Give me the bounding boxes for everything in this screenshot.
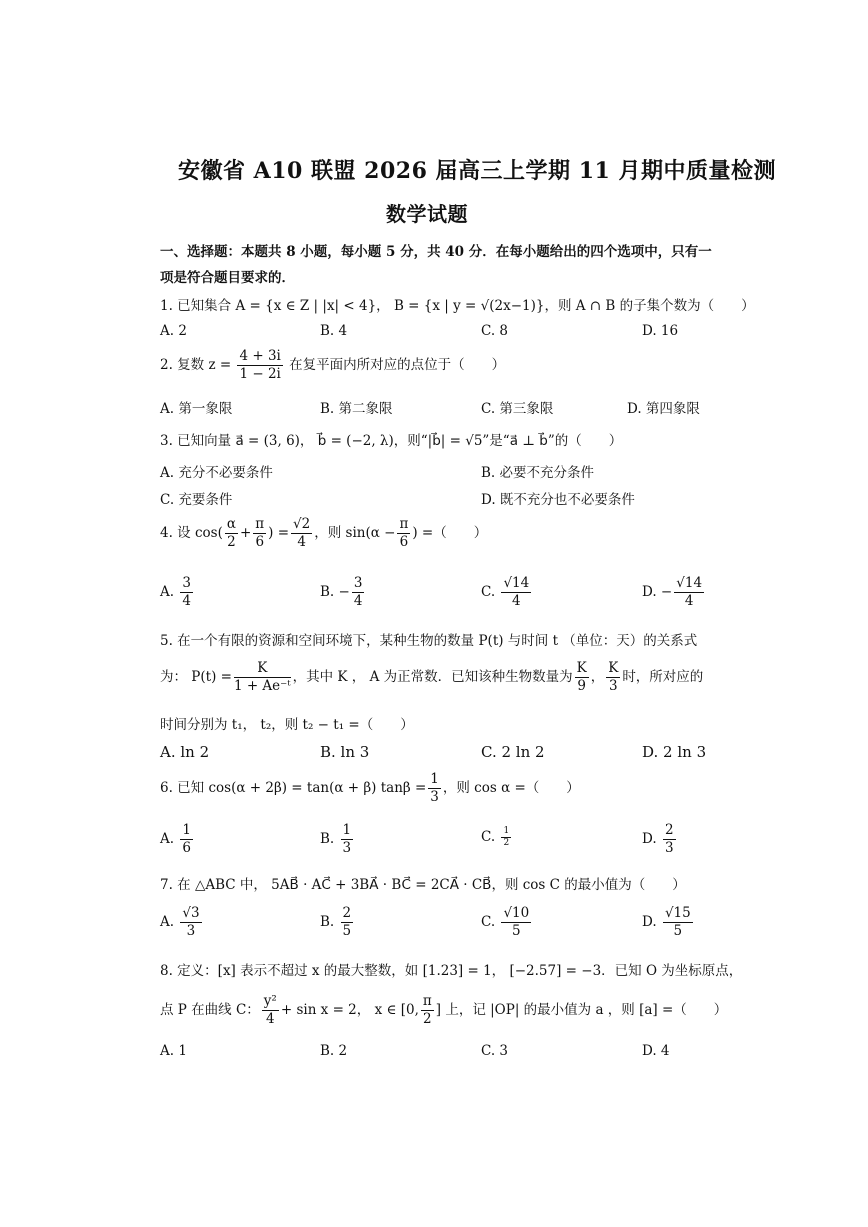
question-8-option-b: B. 2 xyxy=(320,1043,348,1059)
frac-den: 2 xyxy=(423,1011,432,1027)
question-2-prefix: 2. 复数 z = xyxy=(160,357,232,373)
option-label: B. xyxy=(320,914,335,930)
question-8-line2 xyxy=(160,993,727,1028)
question-6-option-b xyxy=(320,822,355,857)
question-4-option-b xyxy=(320,575,366,610)
section-instructions-line1: 一、选择题：本题共 8 小题，每小题 5 分，共 40 分．在每小题给出的四个选项中，只有一 xyxy=(160,244,712,260)
question-5-frac-k3 xyxy=(606,660,620,695)
question-2-stem xyxy=(160,348,505,383)
frac-num: π xyxy=(422,993,432,1009)
question-4-option-d xyxy=(642,575,706,610)
frac-den: 1 + Ae⁻ᵗ xyxy=(233,678,291,694)
option-label: D. xyxy=(642,914,657,930)
question-1-option-c: C. 8 xyxy=(481,323,509,339)
frac-den: 3 xyxy=(186,923,196,939)
plus-sign: + xyxy=(239,525,252,541)
question-6-option-d xyxy=(642,822,678,857)
question-3-stem: 3. 已知向量 a⃗ = (3, 6)， b⃗ = (−2, λ)，则“|b⃗| = √5”是“a⃗ ⊥ b⃗”的（ ） xyxy=(160,433,623,449)
option-label: C. xyxy=(481,584,496,600)
option-label: A. xyxy=(160,831,175,847)
frac-den: 4 xyxy=(512,593,521,609)
frac-den: 3 xyxy=(608,678,618,694)
frac-num: K xyxy=(608,660,619,676)
frac-den: 5 xyxy=(673,923,683,939)
question-7-option-a xyxy=(160,905,204,940)
question-8-option-a: A. 1 xyxy=(160,1043,187,1059)
question-8-option-c: C. 3 xyxy=(481,1043,509,1059)
question-3-option-b: B. 必要不充分条件 xyxy=(481,465,595,481)
option-fraction xyxy=(341,822,354,857)
frac-num: 3 xyxy=(182,575,191,591)
question-5-option-a: A. ln 2 xyxy=(160,743,210,761)
frac-num: √14 xyxy=(676,575,703,591)
question-6-fraction xyxy=(428,771,441,806)
frac-num: 3 xyxy=(353,575,363,591)
frac-den: 3 xyxy=(664,840,674,856)
question-2-numerator: 4 + 3i xyxy=(239,348,281,364)
question-8-frac-y2 xyxy=(262,993,279,1028)
frac-den: 5 xyxy=(342,923,352,939)
question-5-line1: 5. 在一个有限的资源和空间环境下，某种生物的数量 P(t) 与时间 t （单位：天）的关系式 xyxy=(160,633,698,649)
question-5-line2 xyxy=(160,660,703,695)
question-4-option-a xyxy=(160,575,195,610)
question-6-option-a xyxy=(160,822,195,857)
frac-den: 6 xyxy=(255,534,265,550)
option-fraction xyxy=(501,575,531,610)
option-fraction xyxy=(352,575,365,610)
question-8-end: ] 上，记 |OP| 的最小值为 a ，则 [a] =（ ） xyxy=(435,1002,728,1018)
question-6-prefix: 6. 已知 cos(α + 2β) = tan(α + β) tanβ = xyxy=(160,780,427,796)
option-fraction xyxy=(180,575,193,610)
question-2-option-b: B. 第二象限 xyxy=(320,401,393,417)
option-fraction xyxy=(341,905,354,940)
option-fraction xyxy=(501,905,531,940)
question-5-option-b: B. ln 3 xyxy=(320,743,370,761)
option-fraction xyxy=(501,826,511,849)
question-4-frac-4 xyxy=(397,516,410,551)
option-fraction xyxy=(180,822,193,857)
exam-subtitle: 数学试题 xyxy=(386,202,468,226)
question-5-frac-k9 xyxy=(575,660,589,695)
frac-num: √14 xyxy=(503,575,530,591)
frac-den: 3 xyxy=(430,789,439,805)
frac-num: √10 xyxy=(503,905,530,921)
question-5-formula-fraction xyxy=(234,660,291,695)
frac-num: π xyxy=(399,516,409,532)
frac-num: K xyxy=(234,660,291,678)
frac-num: √2 xyxy=(293,516,311,532)
question-2-option-a: A. 第一象限 xyxy=(160,401,233,417)
frac-den: 6 xyxy=(399,534,409,550)
question-8-prefix: 点 P 在曲线 C： xyxy=(160,1002,260,1018)
question-7-option-c xyxy=(481,905,533,940)
question-6-stem xyxy=(160,771,580,806)
question-7-option-d xyxy=(642,905,695,940)
frac-num: √15 xyxy=(664,905,691,921)
frac-num: 1 xyxy=(182,822,191,838)
frac-den: 4 xyxy=(353,593,363,609)
frac-num: 2 xyxy=(342,905,352,921)
question-4-frac-3 xyxy=(291,516,312,551)
question-3-option-a: A. 充分不必要条件 xyxy=(160,465,273,481)
equals-sign: ) = xyxy=(268,525,290,541)
question-1-option-a: A. 2 xyxy=(160,323,187,339)
comma: ， xyxy=(590,669,605,685)
frac-den: 4 xyxy=(182,593,191,609)
frac-den: 5 xyxy=(512,923,521,939)
question-4-frac-1 xyxy=(225,516,238,551)
question-4-end: ) =（ ） xyxy=(412,525,488,541)
frac-num: K xyxy=(576,660,587,676)
frac-den: 4 xyxy=(266,1011,275,1027)
question-4-mid: ，则 sin(α − xyxy=(314,525,396,541)
frac-num: y² xyxy=(263,993,277,1009)
question-1-option-b: B. 4 xyxy=(320,323,348,339)
question-8-mid: + sin x = 2， x ∈ [0, xyxy=(280,1002,419,1018)
question-5-option-d: D. 2 ln 3 xyxy=(642,743,707,761)
frac-den: 9 xyxy=(577,678,586,694)
option-fraction xyxy=(674,575,704,610)
option-label: D. xyxy=(642,831,657,847)
option-label: B. − xyxy=(320,584,350,600)
frac-num: 2 xyxy=(664,822,674,838)
question-8-option-d: D. 4 xyxy=(642,1043,670,1059)
option-fraction xyxy=(663,905,693,940)
question-3-option-d: D. 既不充分也不必要条件 xyxy=(481,492,635,508)
question-4-frac-2 xyxy=(253,516,266,551)
frac-num: 1 xyxy=(430,771,439,787)
question-4-option-c xyxy=(481,575,533,610)
option-label: C. xyxy=(481,829,496,845)
question-2-fraction xyxy=(237,348,282,383)
frac-num: α xyxy=(226,516,236,532)
frac-num: √3 xyxy=(182,905,200,921)
question-5-option-c: C. 2 ln 2 xyxy=(481,743,545,761)
question-4-prefix: 4. 设 cos( xyxy=(160,525,223,541)
question-6-option-c xyxy=(481,826,513,849)
question-6-suffix: ，则 cos α =（ ） xyxy=(442,780,580,796)
question-2-denominator: 1 − 2i xyxy=(239,366,281,382)
option-label: A. xyxy=(160,584,175,600)
frac-den: 2 xyxy=(227,534,236,550)
frac-den: 3 xyxy=(342,840,352,856)
question-1-option-d: D. 16 xyxy=(642,323,679,339)
question-5-line3: 时间分别为 t₁， t₂，则 t₂ − t₁ =（ ） xyxy=(160,717,414,733)
option-label: D. − xyxy=(642,584,673,600)
frac-den: 6 xyxy=(182,840,191,856)
question-5-end: 时，所对应的 xyxy=(622,669,704,685)
question-2-option-c: C. 第三象限 xyxy=(481,401,554,417)
frac-den: 2 xyxy=(503,838,510,848)
frac-num: 1 xyxy=(342,822,352,838)
question-2-suffix: 在复平面内所对应的点位于（ ） xyxy=(289,357,506,373)
frac-num: π xyxy=(255,516,265,532)
option-label: A. xyxy=(160,914,175,930)
question-3-option-c: C. 充要条件 xyxy=(160,492,233,508)
option-fraction xyxy=(663,822,676,857)
option-label: C. xyxy=(481,914,496,930)
frac-num: 1 xyxy=(503,826,510,836)
question-1-stem: 1. 已知集合 A = {x ∈ Z | |x| < 4}， B = {x | y = √(2x−1)}，则 A ∩ B 的子集个数为（ ） xyxy=(160,298,755,314)
option-fraction xyxy=(180,905,201,940)
question-8-line1: 8. 定义：[x] 表示不超过 x 的最大整数，如 [1.23] = 1， [−2.57] = −3．已知 O 为坐标原点， xyxy=(160,963,743,979)
question-7-option-b xyxy=(320,905,355,940)
frac-den: 4 xyxy=(297,534,306,550)
question-2-option-d: D. 第四象限 xyxy=(627,401,700,417)
exam-title: 安徽省 A10 联盟 2026 届高三上学期 11 月期中质量检测 xyxy=(178,158,776,184)
section-instructions-line2: 项是符合题目要求的． xyxy=(160,270,295,286)
question-7-stem: 7. 在 △ABC 中， 5AB⃗ · AC⃗ + 3BA⃗ · BC⃗ = 2CA⃗ · CB⃗，则 cos C 的最小值为（ ） xyxy=(160,877,686,893)
question-5-prefix: 为： P(t) = xyxy=(160,669,232,685)
question-5-mid: ，其中 K ， A 为正常数．已知该种生物数量为 xyxy=(292,669,573,685)
question-8-frac-pi2 xyxy=(421,993,434,1028)
question-4-stem xyxy=(160,516,487,551)
frac-den: 4 xyxy=(684,593,694,609)
option-label: B. xyxy=(320,831,335,847)
